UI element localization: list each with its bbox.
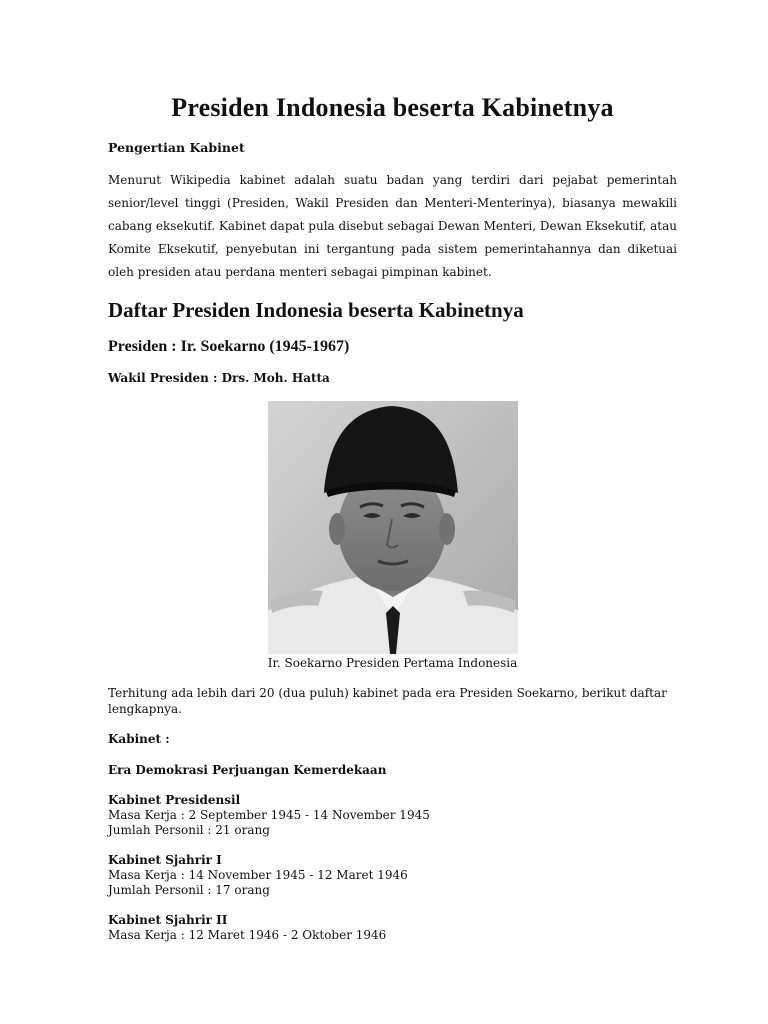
document-title: Presiden Indonesia beserta Kabinetnya	[171, 93, 614, 122]
section-heading-daftar: Daftar Presiden Indonesia beserta Kabinetnya	[108, 298, 524, 322]
cabinet-jumlah-personil: Jumlah Personil : 17 orang	[108, 883, 270, 897]
kabinet-label: Kabinet :	[108, 732, 170, 746]
section-heading-pengertian: Pengertian Kabinet	[108, 140, 245, 155]
cabinet-name: Kabinet Sjahrir II	[108, 913, 228, 927]
photo-caption: Ir. Soekarno Presiden Pertama Indonesia	[267, 656, 518, 670]
soekarno-portrait-photo	[268, 401, 518, 654]
cabinet-masa-kerja: Masa Kerja : 12 Maret 1946 - 2 Oktober 1946	[108, 928, 387, 942]
cabinet-masa-kerja: Masa Kerja : 2 September 1945 - 14 November 1945	[108, 808, 430, 822]
cabinet-name: Kabinet Presidensil	[108, 793, 241, 807]
cabinet-jumlah-personil: Jumlah Personil : 21 orang	[108, 823, 270, 837]
vice-president-heading: Wakil Presiden : Drs. Moh. Hatta	[108, 371, 330, 385]
paragraph-pengertian: Menurut Wikipedia kabinet adalah suatu badan yang terdiri dari pejabat pemerintah senior/level tinggi (Presiden, Wakil Presiden dan Menteri-Menterinya), biasanya mewakili cabang eksekutif. Kabinet dapat pula disebut sebagai Dewan Menteri, Dewan Eksekutif, atau Komite Eksekutif, penyebutan ini tergantung pada sistem pemerintahannya dan diketuai oleh presiden atau perdana menteri sebagai pimpinan kabinet.	[108, 173, 677, 279]
intro-paragraph: Terhitung ada lebih dari 20 (dua puluh) kabinet pada era Presiden Soekarno, berikut daftar lengkapnya.	[108, 686, 667, 716]
cabinet-masa-kerja: Masa Kerja : 14 November 1945 - 12 Maret 1946	[108, 868, 408, 882]
cabinet-name: Kabinet Sjahrir I	[108, 853, 222, 867]
era-heading: Era Demokrasi Perjuangan Kemerdekaan	[108, 763, 387, 777]
president-heading: Presiden : Ir. Soekarno (1945-1967)	[108, 338, 350, 355]
